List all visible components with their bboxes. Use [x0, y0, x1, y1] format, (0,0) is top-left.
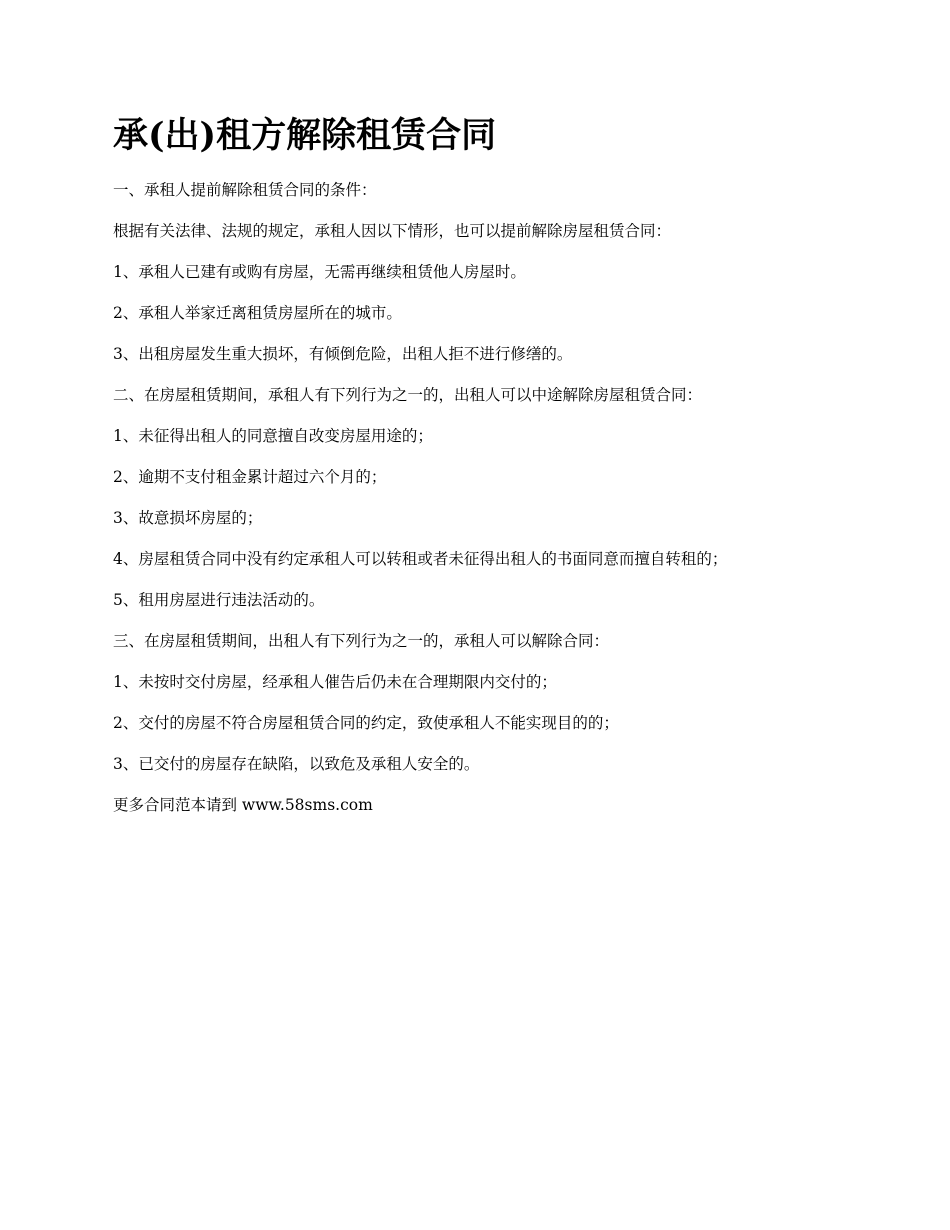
- list-item: 5、租用房屋进行违法活动的。: [113, 591, 325, 609]
- list-item: 1、承租人已建有或购有房屋，无需再继续租赁他人房屋时。: [113, 263, 526, 281]
- list-item: 3、故意损坏房屋的；: [113, 509, 263, 527]
- footer-note: 更多合同范本请到 www.58sms.com: [113, 796, 373, 814]
- list-item: 3、已交付的房屋存在缺陷，以致危及承租人安全的。: [113, 755, 480, 773]
- list-item: 2、承租人举家迁离租赁房屋所在的城市。: [113, 304, 402, 322]
- list-item: 1、未征得出租人的同意擅自改变房屋用途的；: [113, 427, 433, 445]
- list-item: 1、未按时交付房屋，经承租人催告后仍未在合理期限内交付的；: [113, 673, 557, 691]
- list-item: 2、逾期不支付租金累计超过六个月的；: [113, 468, 387, 486]
- section-heading-2: 二、在房屋租赁期间，承租人有下列行为之一的，出租人可以中途解除房屋租赁合同：: [113, 386, 703, 404]
- list-item: 3、出租房屋发生重大损坏，有倾倒危险，出租人拒不进行修缮的。: [113, 345, 573, 363]
- list-item: 4、房屋租赁合同中没有约定承租人可以转租或者未征得出租人的书面同意而擅自转租的；: [113, 550, 728, 568]
- document-title: 承(出)租方解除租赁合同: [113, 115, 497, 156]
- list-item: 2、交付的房屋不符合房屋租赁合同的约定，致使承租人不能实现目的的；: [113, 714, 619, 732]
- paragraph: 根据有关法律、法规的规定，承租人因以下情形，也可以提前解除房屋租赁合同：: [113, 222, 672, 240]
- section-heading-3: 三、在房屋租赁期间，出租人有下列行为之一的，承租人可以解除合同：: [113, 632, 610, 650]
- document-page: [113, 112, 853, 834]
- section-heading-1: 一、承租人提前解除租赁合同的条件：: [113, 181, 377, 199]
